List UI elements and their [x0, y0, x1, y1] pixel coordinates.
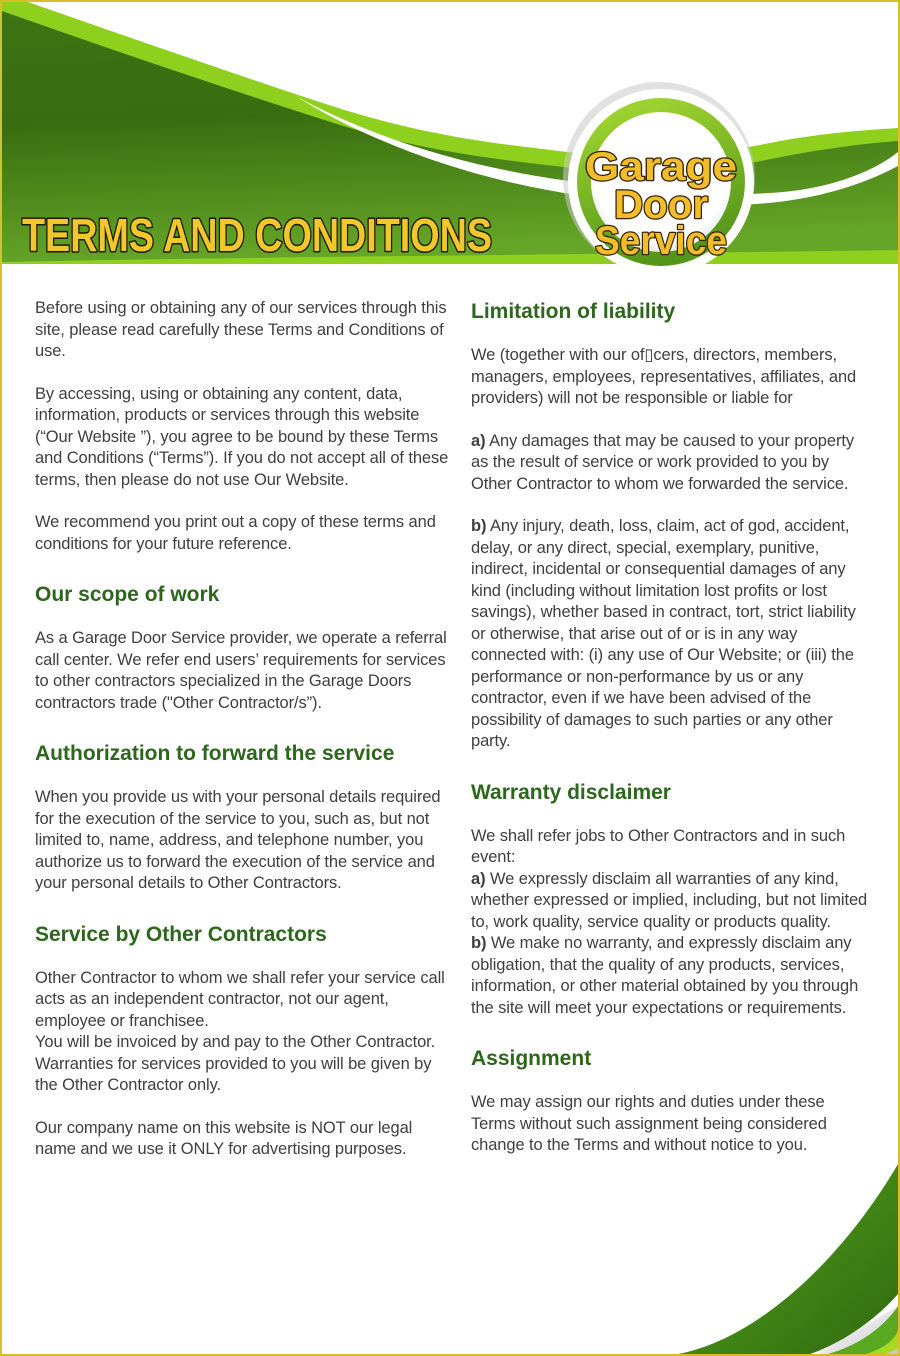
paragraph: Warranties for services provided to you will be given by the Other Contractor only. [35, 1054, 432, 1094]
clause-a [471, 869, 869, 934]
paragraph: You will be invoiced by and pay to the Other Contractor. [35, 1033, 436, 1051]
section-heading-warranty: Warranty disclaimer [471, 780, 671, 804]
badge-text-line-1: Garage [585, 145, 737, 189]
badge-text-line-2: Door [614, 183, 708, 227]
paragraph: When you provide us with your personal details required for the execution of the service to you, such as, but not limited to, name, address, and telephone number, you authorize us to forward the execution of the service and your personal details to Other Contractors. [35, 788, 441, 892]
section-heading-authorization: Authorization to forward the service [35, 742, 395, 765]
paragraph: Other Contractor to whom we shall refer your service call acts as an independent contractor, not our agent, employee or franchisee. [35, 968, 445, 1030]
header-decoration [2, 2, 898, 278]
clause-b [471, 516, 869, 753]
clause-text: We make no warranty, and expressly disclaim any obligation, that the quality of any products, services, information, or other material obtained by you through the site will meet your expectations or requirements. [471, 934, 859, 1017]
clause-text: Any damages that may be caused to your property as the result of service or work provided to you by Other Contractor to whom we forwarded the service. [471, 431, 854, 493]
paragraph: We may assign our rights and duties under these Terms without such assignment being considered change to the Terms and without notice to you. [471, 1093, 827, 1154]
footer-decoration [438, 1094, 898, 1354]
clause-text: Any injury, death, loss, claim, act of god, accident, delay, or any direct, special, exemplary, punitive, indirect, incidental or consequential damages of any kind (including without limitation lost profits or lost savings), whether based in contract, tort, strict liability or otherwise, that arise out of or is in any way connected with: (i) any use of Our Website; or (iii) the performance or non-performance by us or any contractor, even if we have been advised of the possibility of damages to such parties or any other party. [471, 517, 856, 750]
logo-badge [563, 82, 755, 275]
paragraph: As a Garage Door Service provider, we operate a referral call center. We refer end users’ requirements for services to other contractors specialized in the Garage Doors contractors trade ("Other Contractor/s”). [35, 629, 447, 712]
section-heading-service-by-other-contractors: Service by Other Contractors [35, 922, 327, 946]
paragraph: We shall refer jobs to Other Contractors and in such event: [471, 826, 846, 866]
content [2, 270, 898, 1161]
clause-label: a) [471, 869, 486, 888]
paragraph: Before using or obtaining any of our services through this site, please read carefully these Terms and Conditions of use. [35, 299, 447, 360]
clause-a [471, 431, 869, 496]
header [2, 2, 898, 278]
paragraph: Our company name on this website is NOT our legal name and we use it ONLY for advertising purposes. [35, 1118, 413, 1158]
clause-label: b) [471, 517, 487, 535]
section-heading-assignment: Assignment [471, 1047, 592, 1070]
clause-label: b) [471, 934, 487, 952]
paragraph: We (together with our of▯cers, directors, members, managers, employees, representatives, affiliates, and providers) will not be responsible or liable for [471, 346, 857, 407]
clause-label: a) [471, 431, 486, 450]
section-heading-limitation: Limitation of liability [471, 300, 676, 323]
left-column [35, 298, 453, 1161]
section-heading-scope: Our scope of work [35, 583, 220, 606]
paragraph: We recommend you print out a copy of these terms and conditions for your future reference. [35, 513, 436, 553]
page-title: TERMS AND CONDITIONS [22, 209, 492, 261]
right-column [471, 298, 869, 1161]
footer-dark-swoosh [678, 1164, 898, 1354]
paragraph: By accessing, using or obtaining any content, data, information, products or services through this website (“Our Website ”), you agree to be bound by these Terms and Conditions (“Terms”). If you do not accept all of these terms, then please do not use Our Website. [35, 384, 449, 489]
clause-b [471, 933, 869, 1019]
clause-text: We expressly disclaim all warranties of any kind, whether expressed or implied, including, but not limited to, work quality, service quality or products quality. [471, 869, 868, 931]
badge-text-line-3: Service [595, 219, 727, 263]
